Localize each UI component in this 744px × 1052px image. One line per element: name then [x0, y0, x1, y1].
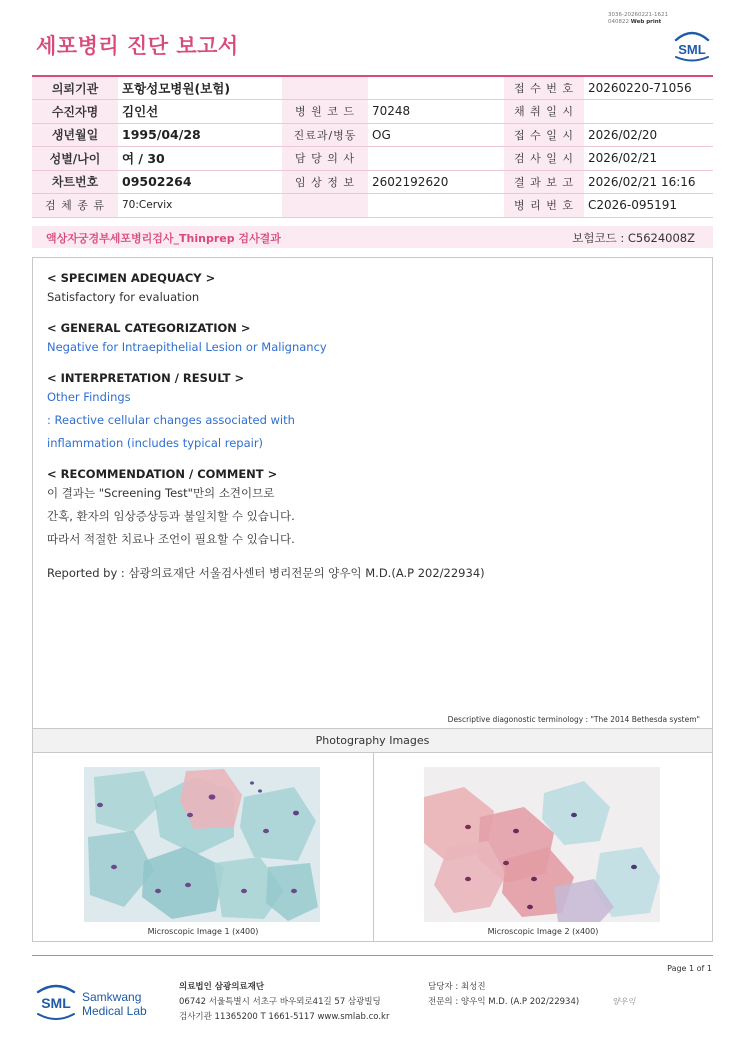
info-label: 검 사 일 시 [504, 147, 584, 171]
info-row [32, 147, 713, 171]
info-value [368, 147, 504, 171]
info-label: 생년월일 [32, 123, 118, 147]
print-code [608, 12, 668, 26]
info-value: 2026/02/21 [584, 147, 713, 171]
info-value [368, 194, 504, 218]
info-label: 검 체 종 류 [32, 194, 118, 218]
interpretation-line1: Other Findings [47, 390, 131, 404]
info-value: 70248 [368, 100, 504, 124]
info-label: 성별/나이 [32, 147, 118, 171]
caption-image-1: Microscopic Image 1 (x400) [147, 927, 259, 936]
interpretation-heading: < INTERPRETATION / RESULT > [47, 371, 245, 385]
info-label [282, 194, 368, 218]
info-value [368, 76, 504, 100]
recommendation-line2: 간혹, 환자의 임상증상등과 불일치할 수 있습니다. [47, 509, 295, 523]
report-title: 세포병리 진단 보고서 [36, 34, 239, 58]
category-text: Negative for Intraepithelial Lesion or Malignancy [47, 340, 327, 354]
print-mode: Web print [630, 19, 662, 25]
info-label: 수진자명 [32, 100, 118, 124]
doctor-name: 전문의 : 양우익 M.D. (A.P 202/22934) [428, 997, 580, 1007]
info-value: 70:Cervix [118, 194, 282, 218]
patient-info-table [32, 75, 713, 218]
info-label: 담 당 의 사 [282, 147, 368, 171]
info-label: 임 상 정 보 [282, 170, 368, 194]
info-value: 여 / 30 [118, 147, 282, 171]
print-code-line2: 040822 [608, 19, 630, 25]
info-label: 결 과 보 고 [504, 170, 584, 194]
insurance-code: 보험코드 : C5624008Z [572, 231, 695, 245]
info-label: 접 수 번 호 [504, 76, 584, 100]
category-heading: < GENERAL CATEGORIZATION > [47, 321, 251, 335]
info-value: 20260220-71056 [584, 76, 713, 100]
info-label: 접 수 일 시 [504, 123, 584, 147]
staff-name: 담당자 : 최성진 [428, 982, 486, 992]
recommendation-line3: 따라서 적절한 치료나 조언이 필요할 수 있습니다. [47, 532, 295, 546]
info-label: 진료과/병동 [282, 123, 368, 147]
info-value: C2026-095191 [584, 194, 713, 218]
specimen-text: Satisfactory for evaluation [47, 290, 200, 304]
info-value: 09502264 [118, 170, 282, 194]
test-name: 액상자궁경부세포병리검사_Thinprep 검사결과 [46, 232, 281, 245]
brand-line2: Medical Lab [82, 1004, 147, 1018]
info-row [32, 170, 713, 194]
result-box [32, 257, 713, 729]
org-address: 06742 서울특별시 서초구 바우뫼로41길 57 삼광빌딩 [179, 997, 381, 1007]
info-label [282, 76, 368, 100]
photo-box [32, 753, 713, 942]
sml-logo-icon [672, 26, 712, 62]
info-value [584, 100, 713, 124]
info-label: 병 리 번 호 [504, 194, 584, 218]
sml-logo-text: SML [678, 42, 706, 57]
samkwang-logo-icon [36, 978, 156, 1026]
interpretation-line3: inflammation (includes typical repair) [47, 436, 264, 450]
footer-org-info [179, 980, 389, 1025]
info-row [32, 100, 713, 124]
photo-heading: Photography Images [32, 729, 713, 753]
sml-logo-text-bottom: SML [41, 995, 71, 1011]
org-contact: 검사기관 11365200 T 1661-5117 www.smlab.co.kr [179, 1012, 390, 1022]
info-value: 김인선 [118, 100, 282, 124]
footer-staff-info [428, 980, 579, 1010]
info-value: OG [368, 123, 504, 147]
info-label: 채 취 일 시 [504, 100, 584, 124]
info-row [32, 194, 713, 218]
microscopic-image-2 [424, 767, 660, 922]
brand-line1: Samkwang [82, 990, 142, 1004]
info-value: 2602192620 [368, 170, 504, 194]
footer-divider [32, 955, 713, 956]
info-row [32, 76, 713, 100]
org-name: 의료법인 삼광의료재단 [179, 982, 265, 992]
interpretation-line2: : Reactive cellular changes associated with [47, 413, 295, 427]
info-value: 2026/02/21 16:16 [584, 170, 713, 194]
info-row [32, 123, 713, 147]
info-label: 차트번호 [32, 170, 118, 194]
print-code-line1: 3036-20260221-1621 [608, 12, 668, 18]
terminology-note: Descriptive diagonostic terminology : "The 2014 Bethesda system" [447, 715, 700, 724]
info-value: 포항성모병원(보험) [118, 76, 282, 100]
test-name-bar [32, 226, 713, 248]
info-value: 1995/04/28 [118, 123, 282, 147]
doctor-signature: 양우익 [612, 997, 636, 1006]
info-value: 2026/02/20 [584, 123, 713, 147]
microscopic-image-1 [84, 767, 320, 922]
recommendation-heading: < RECOMMENDATION / COMMENT > [47, 467, 278, 481]
info-label: 병 원 코 드 [282, 100, 368, 124]
recommendation-line1: 이 결과는 "Screening Test"만의 소견이므로 [47, 486, 275, 500]
specimen-heading: < SPECIMEN ADEQUACY > [47, 271, 216, 285]
reported-by: Reported by : 삼광의료재단 서울검사센터 병리전문의 양우익 M.D.(A.P 202/22934) [47, 566, 485, 580]
page-number: Page 1 of 1 [667, 964, 712, 973]
info-label: 의뢰기관 [32, 76, 118, 100]
caption-image-2: Microscopic Image 2 (x400) [487, 927, 599, 936]
